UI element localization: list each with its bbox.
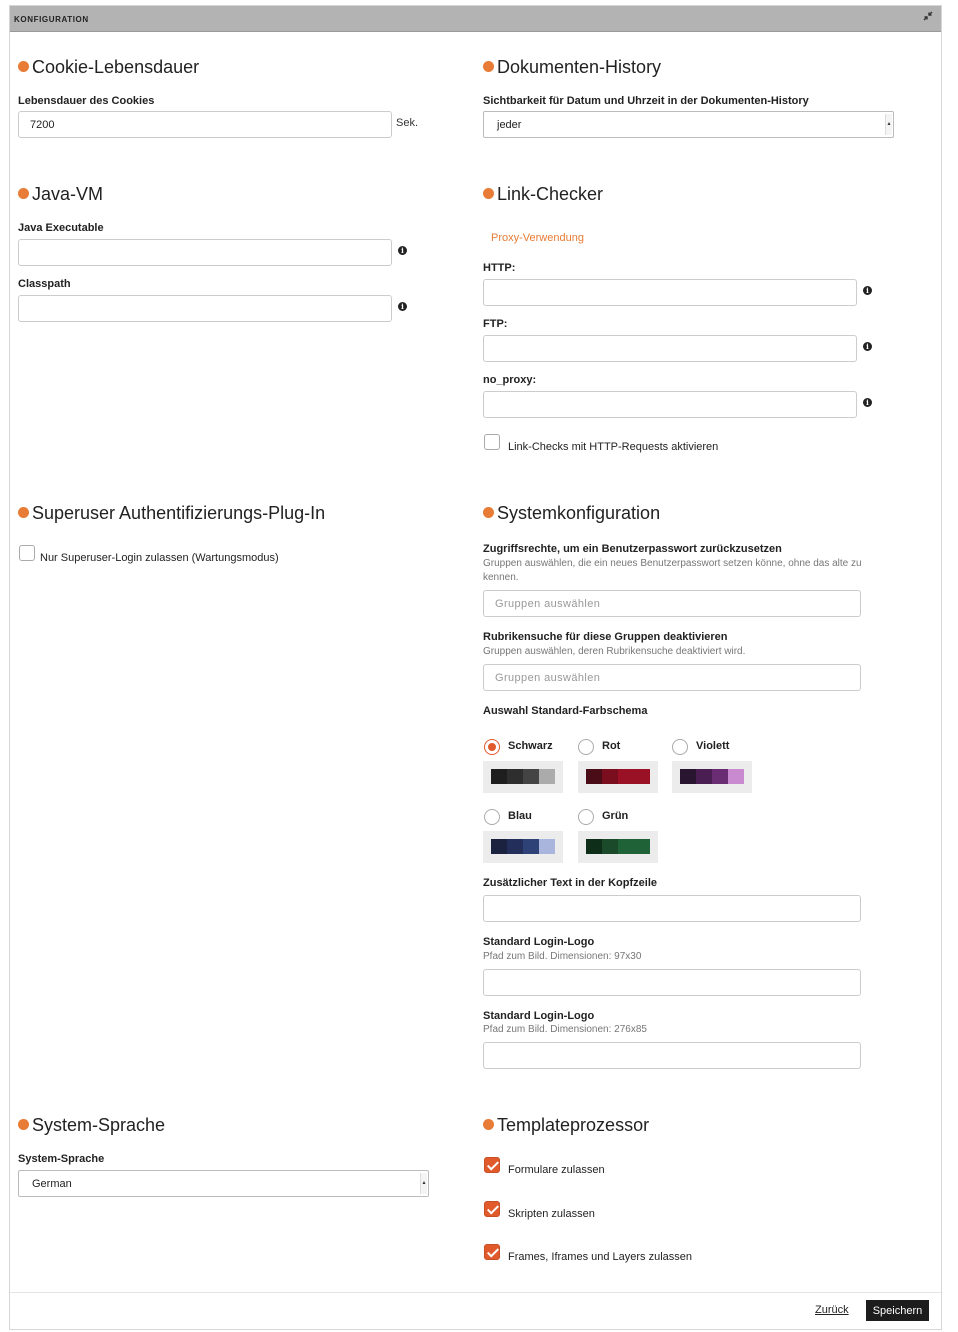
no-proxy-input[interactable] bbox=[483, 391, 857, 418]
save-button[interactable]: Speichern bbox=[866, 1300, 929, 1321]
info-icon[interactable]: i bbox=[863, 398, 872, 407]
login-logo-input[interactable] bbox=[483, 969, 861, 996]
info-icon[interactable]: i bbox=[398, 246, 407, 255]
scheme-radio-blau[interactable] bbox=[484, 809, 500, 825]
scheme-radio-gruen[interactable] bbox=[578, 809, 594, 825]
access-rights-hint: Gruppen auswählen, die ein neues Benutzerpasswort setzen könne, ohne das alte zu kennen. bbox=[483, 558, 862, 583]
section-title-system: Systemkonfiguration bbox=[483, 503, 660, 524]
rubrik-groups-select[interactable]: Gruppen auswählen bbox=[483, 664, 861, 691]
bullet-icon bbox=[18, 188, 29, 199]
rubrik-search-hint: Gruppen auswählen, deren Rubrikensuche deaktiviert wird. bbox=[483, 646, 746, 657]
access-groups-select[interactable]: Gruppen auswählen bbox=[483, 590, 861, 617]
footer-divider bbox=[10, 1292, 941, 1293]
bullet-icon bbox=[483, 1119, 494, 1130]
section-title-language: System-Sprache bbox=[18, 1115, 165, 1136]
bullet-icon bbox=[18, 61, 29, 72]
login-logo-large-label: Standard Login-Logo bbox=[483, 1010, 595, 1022]
section-title-history: Dokumenten-History bbox=[483, 57, 661, 78]
bullet-icon bbox=[483, 507, 494, 518]
section-title-java: Java-VM bbox=[18, 184, 103, 205]
superuser-only-label: Nur Superuser-Login zulassen (Wartungsmodus) bbox=[40, 552, 279, 564]
login-logo-hint: Pfad zum Bild. Dimensionen: 97x30 bbox=[483, 951, 642, 962]
scheme-radio-rot[interactable] bbox=[578, 739, 594, 755]
linkcheck-http-label: Link-Checks mit HTTP-Requests aktivieren bbox=[508, 441, 719, 453]
proxy-usage-link[interactable]: Proxy-Verwendung bbox=[491, 232, 584, 244]
allow-scripts-label: Skripten zulassen bbox=[508, 1208, 595, 1220]
bullet-icon bbox=[483, 61, 494, 72]
bullet-icon bbox=[18, 1119, 29, 1130]
history-visibility-label: Sichtbarkeit für Datum und Uhrzeit in der Dokumenten-History bbox=[483, 95, 809, 107]
ftp-proxy-label: FTP: bbox=[483, 318, 508, 330]
dropdown-arrow-icon: ▴ bbox=[420, 1173, 427, 1194]
access-rights-label: Zugriffsrechte, um ein Benutzerpasswort zurückzusetzen bbox=[483, 543, 782, 555]
java-executable-input[interactable] bbox=[18, 239, 392, 266]
allow-frames-checkbox[interactable] bbox=[484, 1244, 500, 1260]
login-logo-large-input[interactable] bbox=[483, 1042, 861, 1069]
system-language-label: System-Sprache bbox=[18, 1153, 105, 1165]
java-executable-label: Java Executable bbox=[18, 222, 104, 234]
system-language-select[interactable] bbox=[18, 1170, 429, 1197]
rubrik-search-label: Rubrikensuche für diese Gruppen deaktivieren bbox=[483, 631, 728, 643]
compress-icon[interactable] bbox=[921, 11, 935, 25]
scheme-radio-violett[interactable] bbox=[672, 739, 688, 755]
superuser-only-checkbox[interactable] bbox=[19, 545, 35, 561]
http-proxy-input[interactable] bbox=[483, 279, 857, 306]
allow-forms-label: Formulare zulassen bbox=[508, 1164, 605, 1176]
scheme-swatch-schwarz[interactable] bbox=[483, 761, 563, 793]
dropdown-arrow-icon: ▴ bbox=[885, 114, 892, 135]
login-logo-label: Standard Login-Logo bbox=[483, 936, 595, 948]
classpath-label: Classpath bbox=[18, 278, 71, 290]
scheme-radio-schwarz[interactable] bbox=[484, 739, 500, 755]
no-proxy-label: no_proxy: bbox=[483, 374, 537, 386]
allow-forms-checkbox[interactable] bbox=[484, 1157, 500, 1173]
section-title-superuser: Superuser Authentifizierungs-Plug-In bbox=[18, 503, 325, 524]
http-proxy-label: HTTP: bbox=[483, 262, 516, 274]
ftp-proxy-input[interactable] bbox=[483, 335, 857, 362]
scheme-label-gruen: Grün bbox=[602, 810, 629, 822]
color-scheme-label: Auswahl Standard-Farbschema bbox=[483, 705, 648, 717]
linkcheck-http-checkbox[interactable] bbox=[484, 434, 500, 450]
allow-scripts-checkbox[interactable] bbox=[484, 1201, 500, 1217]
scheme-label-schwarz: Schwarz bbox=[508, 740, 553, 752]
history-visibility-value: jeder bbox=[497, 118, 522, 131]
info-icon[interactable]: i bbox=[863, 342, 872, 351]
login-logo-large-hint: Pfad zum Bild. Dimensionen: 276x85 bbox=[483, 1024, 647, 1035]
scheme-label-violett: Violett bbox=[696, 740, 730, 752]
scheme-swatch-rot[interactable] bbox=[578, 761, 658, 793]
section-title-linkchecker: Link-Checker bbox=[483, 184, 603, 205]
scheme-swatch-violett[interactable] bbox=[672, 761, 752, 793]
scheme-label-rot: Rot bbox=[602, 740, 621, 752]
system-language-value: German bbox=[32, 1177, 72, 1190]
bullet-icon bbox=[483, 188, 494, 199]
cookie-lifetime-label: Lebensdauer des Cookies bbox=[18, 95, 155, 107]
bullet-icon bbox=[18, 507, 29, 518]
info-icon[interactable]: i bbox=[398, 302, 407, 311]
scheme-swatch-gruen[interactable] bbox=[578, 831, 658, 863]
section-title-cookie: Cookie-Lebensdauer bbox=[18, 57, 199, 78]
back-link[interactable]: Zurück bbox=[815, 1304, 849, 1316]
panel-title: KONFIGURATION bbox=[14, 15, 89, 24]
header-text-label: Zusätzlicher Text in der Kopfzeile bbox=[483, 877, 657, 889]
history-visibility-select[interactable] bbox=[483, 111, 894, 138]
classpath-input[interactable] bbox=[18, 295, 392, 322]
allow-frames-label: Frames, Iframes und Layers zulassen bbox=[508, 1251, 693, 1263]
info-icon[interactable]: i bbox=[863, 286, 872, 295]
cookie-unit: Sek. bbox=[396, 117, 419, 129]
cookie-lifetime-input[interactable]: 7200 bbox=[18, 111, 392, 138]
scheme-label-blau: Blau bbox=[508, 810, 532, 822]
scheme-swatch-blau[interactable] bbox=[483, 831, 563, 863]
header-text-input[interactable] bbox=[483, 895, 861, 922]
section-title-template: Templateprozessor bbox=[483, 1115, 649, 1136]
panel-titlebar bbox=[10, 6, 941, 32]
